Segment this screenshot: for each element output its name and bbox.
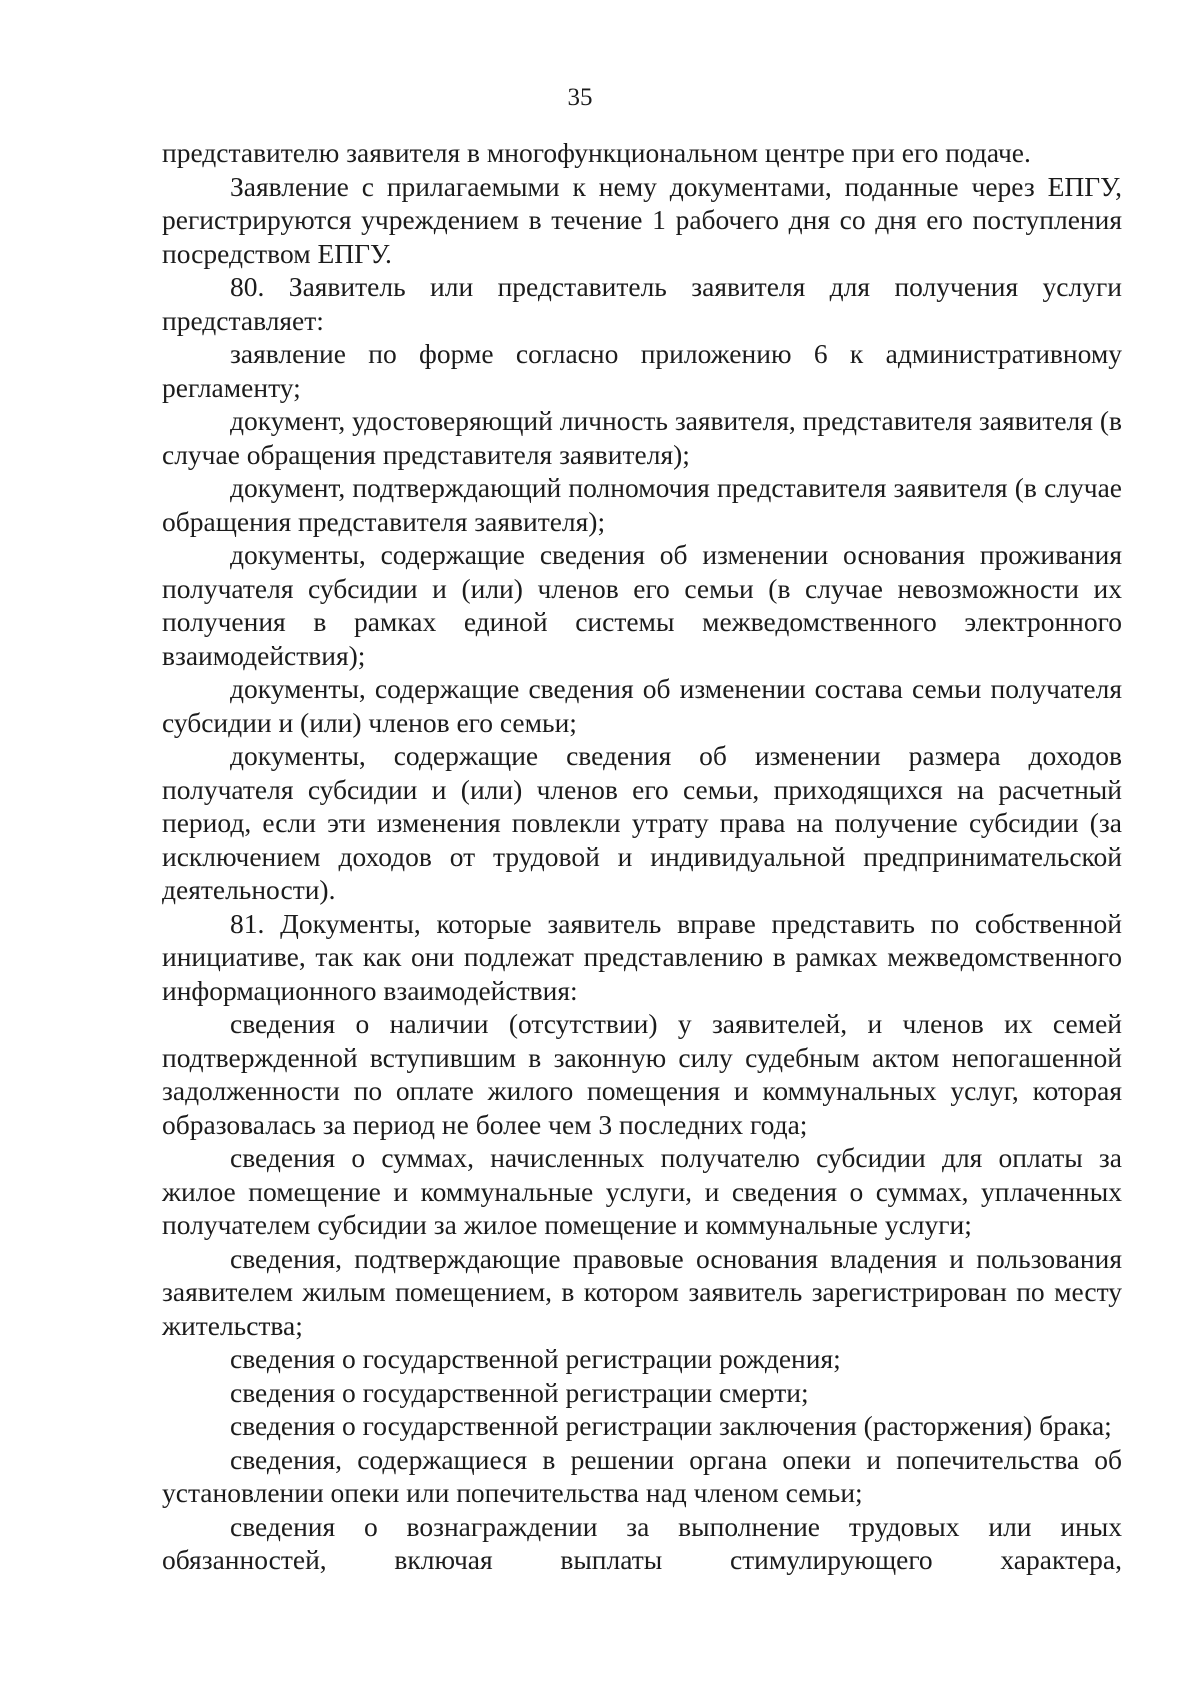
- document-body: [162, 136, 1122, 1577]
- paragraph: заявление по форме согласно приложению 6 к административному регламенту;: [162, 338, 1122, 403]
- paragraph: документ, подтверждающий полномочия представителя заявителя (в случае обращения представителя заявителя);: [162, 472, 1122, 537]
- paragraph: документы, содержащие сведения об изменении размера доходов получателя субсидии и (или) членов его семьи, приходящихся на расчетный период, если эти изменения повлекли утрату права на получение субсидии (за исключением доходов от трудовой и индивидуальной предпринимательской деятельности).: [162, 740, 1122, 905]
- paragraph: документ, удостоверяющий личность заявителя, представителя заявителя (в случае обращения представителя заявителя);: [162, 405, 1122, 470]
- paragraph: сведения, подтверждающие правовые основания владения и пользования заявителем жилым помещением, в котором заявитель зарегистрирован по месту жительства;: [162, 1242, 1122, 1341]
- paragraph: представителю заявителя в многофункциональном центре при его подаче.: [162, 137, 1031, 168]
- paragraph: документы, содержащие сведения об изменении основания проживания получателя субсидии и (или) членов его семьи (в случае невозможности их получения в рамках единой системы межведомственного электронного взаимодействия);: [162, 539, 1122, 671]
- paragraph: сведения о суммах, начисленных получателю субсидии для оплаты за жилое помещение и коммунальные услуги, и сведения о суммах, уплаченных получателем субсидии за жилое помещение и коммунальные услуги;: [162, 1142, 1122, 1240]
- paragraph: 81. Документы, которые заявитель вправе представить по собственной инициативе, так как они подлежат представлению в рамках межведомственного информационного взаимодействия:: [162, 907, 1122, 1006]
- paragraph: сведения о государственной регистрации рождения;: [230, 1343, 841, 1374]
- paragraph: 80. Заявитель или представитель заявителя для получения услуги представляет:: [162, 271, 1122, 336]
- paragraph: сведения о государственной регистрации заключения (расторжения) брака;: [230, 1410, 1112, 1441]
- paragraph: сведения о государственной регистрации смерти;: [230, 1376, 809, 1408]
- paragraph: сведения о вознаграждении за выполнение трудовых или иных обязанностей, включая выплаты стимулирующего характера,: [162, 1510, 1122, 1575]
- paragraph: документы, содержащие сведения об изменении состава семьи получателя субсидии и (или) членов его семьи;: [162, 673, 1122, 738]
- paragraph: сведения, содержащиеся в решении органа опеки и попечительства об установлении опеки или попечительства над членом семьи;: [162, 1443, 1122, 1508]
- paragraph: Заявление с прилагаемыми к нему документами, поданные через ЕПГУ, регистрируются учреждением в течение 1 рабочего дня со дня его поступления посредством ЕПГУ.: [162, 170, 1122, 269]
- paragraph: сведения о наличии (отсутствии) у заявителей, и членов их семей подтвержденной вступившим в законную силу судебным актом непогашенной задолженности по оплате жилого помещения и коммунальных услуг, которая образовалась за период не более чем 3 последних года;: [162, 1008, 1122, 1140]
- page-number: 35: [567, 84, 593, 111]
